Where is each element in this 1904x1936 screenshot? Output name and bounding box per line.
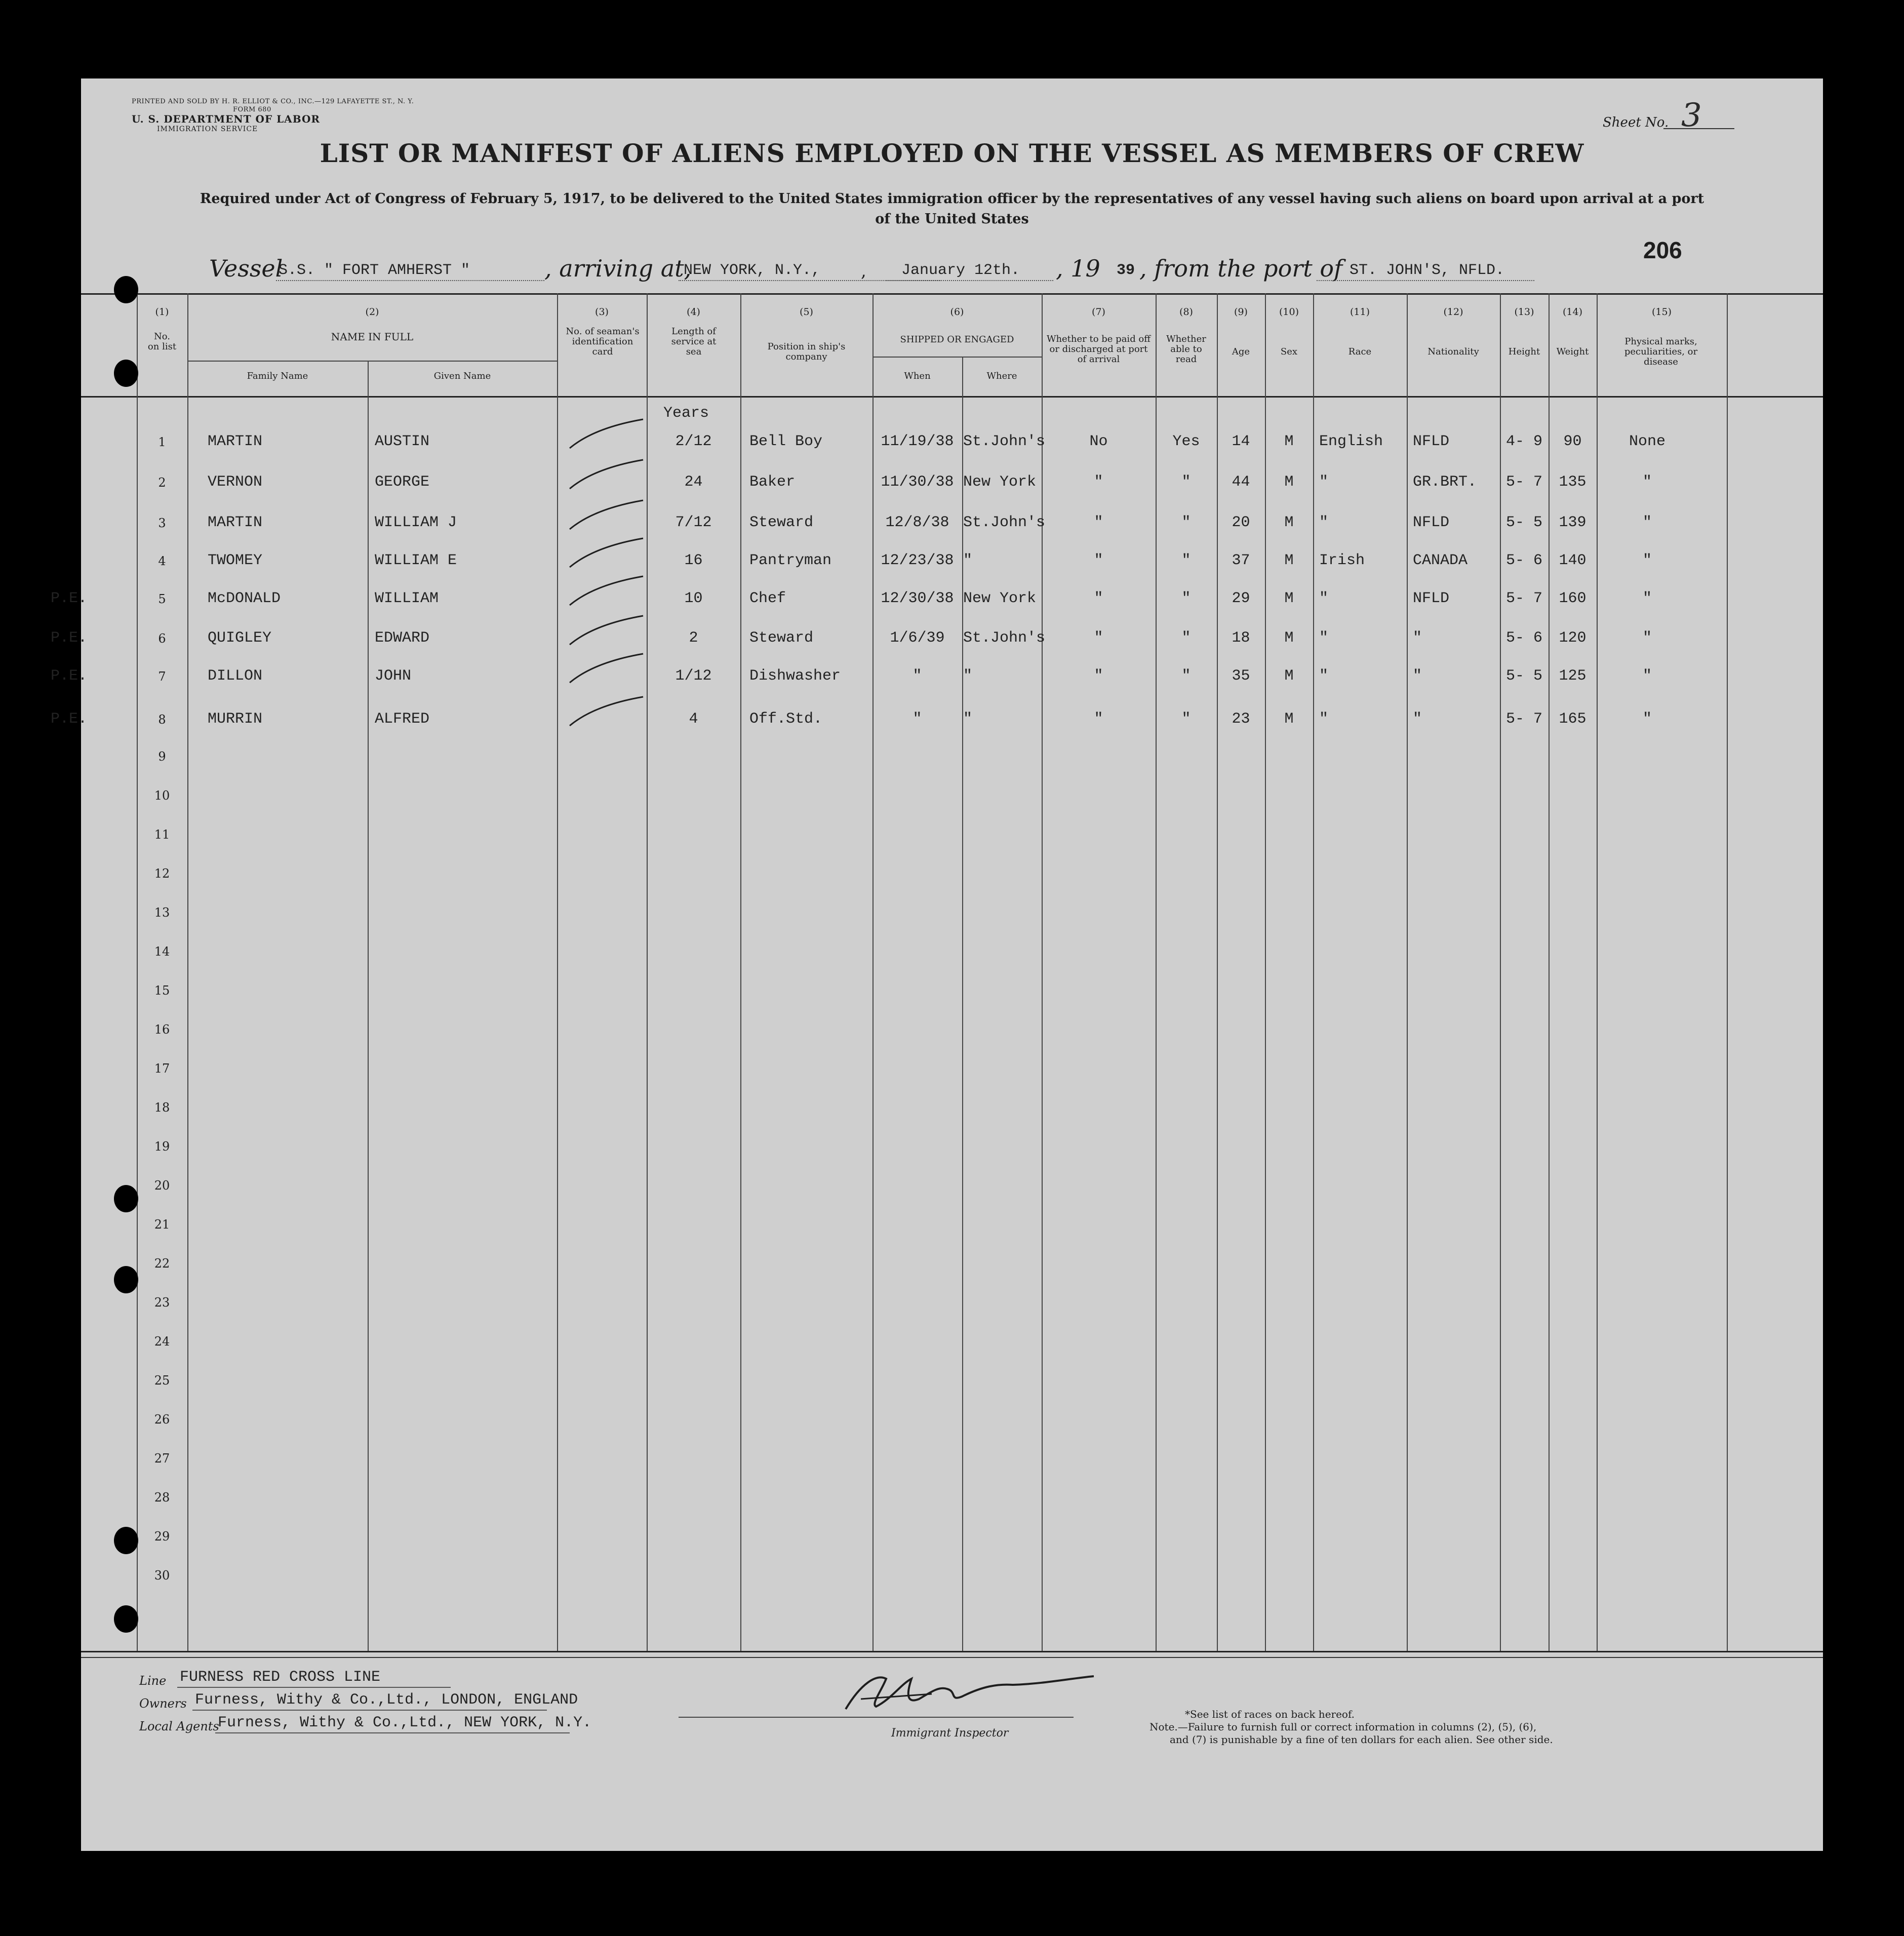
- service-length: 4: [689, 710, 698, 728]
- empty-row-number: 12: [154, 866, 170, 881]
- vessel-name: S.S. " FORT AMHERST ": [279, 262, 470, 279]
- header-position: Position in ship's company: [767, 341, 846, 362]
- able-to-read: ": [1181, 473, 1191, 491]
- weight: 165: [1559, 710, 1586, 728]
- row-number: 5: [158, 592, 166, 606]
- height: 5- 5: [1505, 667, 1542, 685]
- age: 44: [1232, 473, 1250, 491]
- table-top-rule: [81, 293, 1823, 295]
- paid-off: ": [1094, 514, 1103, 531]
- empty-row-number: 26: [154, 1412, 170, 1427]
- empty-row-number: 29: [154, 1529, 170, 1544]
- port-underline: [1317, 280, 1534, 281]
- colnum-1: (1): [155, 306, 169, 318]
- family-name: VERNON: [208, 473, 263, 491]
- race: ": [1319, 473, 1329, 491]
- form-number: FORM 680: [233, 106, 271, 113]
- sheet-label: Sheet No.: [1603, 115, 1669, 130]
- punch-hole: [114, 1527, 138, 1554]
- shipped-where: ": [963, 710, 973, 728]
- line-label: Line: [139, 1674, 167, 1688]
- empty-row-number: 16: [154, 1022, 170, 1037]
- colnum-2: (2): [365, 306, 379, 318]
- shipped-when: 11/19/38: [881, 433, 954, 450]
- height: 4- 9: [1505, 433, 1542, 450]
- paid-off: ": [1094, 590, 1103, 607]
- sex: M: [1284, 552, 1294, 569]
- position: Bell Boy: [749, 433, 823, 450]
- age: 37: [1232, 552, 1250, 569]
- given-name: EDWARD: [375, 629, 430, 647]
- vessel-label: Vessel: [209, 255, 283, 282]
- sex: M: [1284, 473, 1294, 491]
- physical-marks: ": [1642, 710, 1652, 728]
- sex: M: [1284, 590, 1294, 607]
- nationality: CANADA: [1413, 552, 1468, 569]
- page-number: 206: [1643, 237, 1682, 263]
- inspector-label: Immigrant Inspector: [891, 1727, 1009, 1740]
- empty-row-number: 18: [154, 1100, 170, 1115]
- sheet-number: 3: [1681, 97, 1702, 134]
- given-name: GEORGE: [375, 473, 430, 491]
- header-height: Height: [1508, 346, 1540, 357]
- header-when: When: [904, 371, 931, 381]
- height: 5- 5: [1505, 514, 1542, 531]
- punch-hole: [114, 360, 138, 387]
- race: English: [1319, 433, 1383, 450]
- empty-row-number: 23: [154, 1295, 170, 1310]
- weight: 160: [1559, 590, 1586, 607]
- physical-marks: ": [1642, 514, 1652, 531]
- header-shipped-or-engaged: SHIPPED OR ENGAGED: [900, 334, 1014, 345]
- header-paid-off: Whether to be paid off or discharged at port of arrival: [1046, 334, 1151, 365]
- able-to-read: ": [1181, 552, 1191, 569]
- arrival-port: NEW YORK, N.Y.,: [684, 262, 821, 279]
- agents-value: Furness, Withy & Co.,Ltd., NEW YORK, N.Y.: [218, 1714, 592, 1731]
- position: Pantryman: [749, 552, 832, 569]
- height: 5- 6: [1505, 629, 1542, 647]
- table-bottom-rule: [81, 1651, 1823, 1652]
- empty-row-number: 10: [154, 788, 170, 803]
- races-note: *See list of races on back hereof.: [1185, 1708, 1355, 1720]
- colnum-14: (14): [1562, 306, 1582, 318]
- shipped-where: ": [963, 552, 973, 569]
- empty-row-number: 19: [154, 1139, 170, 1154]
- paid-off: ": [1094, 629, 1103, 647]
- departure-port: ST. JOHN'S, NFLD.: [1350, 262, 1505, 279]
- physical-marks: ": [1642, 552, 1652, 569]
- form-subtitle-line1: Required under Act of Congress of February 5, 1917, to be delivered to the United States immigration officer by the representatives of any vessel having such aliens on board upon arrival at a port: [200, 191, 1704, 207]
- shipped-when: 1/6/39: [890, 629, 945, 647]
- age: 20: [1232, 514, 1250, 531]
- line-value: FURNESS RED CROSS LINE: [180, 1669, 381, 1686]
- sex: M: [1284, 710, 1294, 728]
- header-name-in-full: NAME IN FULL: [331, 331, 414, 343]
- able-to-read: ": [1181, 667, 1191, 685]
- service-length: 7/12: [675, 514, 712, 531]
- able-to-read: Yes: [1172, 433, 1200, 450]
- service-length: 2/12: [675, 433, 712, 450]
- family-name: TWOMEY: [208, 552, 263, 569]
- colnum-10: (10): [1279, 306, 1299, 318]
- row-number: 3: [158, 516, 166, 530]
- inspector-line: [679, 1717, 1074, 1718]
- pe-mark: P.E.: [51, 629, 88, 647]
- colnum-15: (15): [1651, 306, 1672, 318]
- colnum-4: (4): [687, 306, 700, 318]
- position: Chef: [749, 590, 786, 607]
- empty-row-number: 24: [154, 1334, 170, 1349]
- empty-row-number: 25: [154, 1373, 170, 1388]
- shipped-where: New York: [963, 590, 1037, 607]
- form-subtitle-line2: of the United States: [875, 211, 1029, 227]
- line-underline: [177, 1687, 451, 1688]
- paid-off: ": [1094, 552, 1103, 569]
- shipped-when: 12/30/38: [881, 590, 954, 607]
- empty-row-number: 21: [154, 1217, 170, 1232]
- position: Off.Std.: [749, 710, 823, 728]
- position: Dishwasher: [749, 667, 841, 685]
- nationality: ": [1413, 629, 1422, 647]
- header-race: Race: [1348, 346, 1372, 357]
- pe-mark: P.E.: [51, 667, 88, 685]
- weight: 139: [1559, 514, 1586, 531]
- service-length: 1/12: [675, 667, 712, 685]
- id-card-check-mark: [562, 612, 648, 650]
- sex: M: [1284, 629, 1294, 647]
- physical-marks: ": [1642, 473, 1652, 491]
- agents-underline: [215, 1732, 570, 1733]
- arrival-date: January 12th.: [901, 262, 1020, 279]
- agents-label: Local Agents: [139, 1719, 219, 1733]
- inspector-signature: [830, 1664, 1175, 1724]
- nationality: ": [1413, 667, 1422, 685]
- pe-mark: P.E.: [51, 590, 88, 607]
- row-number: 8: [158, 713, 166, 727]
- able-to-read: ": [1181, 710, 1191, 728]
- penalty-note-line2: and (7) is punishable by a fine of ten dollars for each alien. See other side.: [1170, 1733, 1553, 1746]
- comma: ,: [861, 261, 866, 281]
- nationality: NFLD: [1413, 514, 1450, 531]
- family-name: MARTIN: [208, 433, 263, 450]
- service-length: 10: [684, 590, 703, 607]
- able-to-read: ": [1181, 629, 1191, 647]
- form-title: LIST OR MANIFEST OF ALIENS EMPLOYED ON THE VESSEL AS MEMBERS OF CREW: [320, 138, 1584, 168]
- id-card-check-mark: [562, 415, 648, 453]
- empty-row-number: 15: [154, 983, 170, 998]
- family-name: MARTIN: [208, 514, 263, 531]
- id-card-check-mark: [562, 456, 648, 494]
- manifest-sheet: [51, 78, 1823, 1851]
- empty-row-number: 14: [154, 944, 170, 959]
- id-card-check-mark: [562, 650, 648, 688]
- age: 14: [1232, 433, 1250, 450]
- row-number: 1: [158, 435, 166, 449]
- row-number: 4: [158, 554, 166, 568]
- owners-value: Furness, Withy & Co.,Ltd., LONDON, ENGLAND: [195, 1691, 578, 1709]
- header-where: Where: [986, 371, 1017, 381]
- empty-row-number: 27: [154, 1451, 170, 1466]
- given-name: WILLIAM: [375, 590, 439, 607]
- nationality: ": [1413, 710, 1422, 728]
- colnum-5: (5): [800, 306, 813, 318]
- height: 5- 7: [1505, 710, 1542, 728]
- vessel-underline: [276, 280, 544, 281]
- colnum-8: (8): [1179, 306, 1193, 318]
- empty-row-number: 20: [154, 1178, 170, 1193]
- weight: 90: [1563, 433, 1582, 450]
- colnum-6: (6): [950, 306, 964, 318]
- paid-off: ": [1094, 473, 1103, 491]
- header-no-on-list: No. on list: [147, 331, 177, 352]
- header-physical-marks: Physical marks, peculiarities, or disease: [1624, 336, 1698, 367]
- header-able-to-read: Whether able to read: [1166, 334, 1206, 365]
- header-sex: Sex: [1280, 346, 1298, 357]
- height: 5- 7: [1505, 473, 1542, 491]
- empty-row-number: 22: [154, 1256, 170, 1271]
- header-nationality: Nationality: [1427, 346, 1479, 357]
- pe-mark: P.E.: [51, 710, 88, 728]
- empty-row-number: 28: [154, 1490, 170, 1505]
- shipped-where: St.John's: [963, 433, 1046, 450]
- shipped-where: New York: [963, 473, 1037, 491]
- row-number: 2: [158, 476, 166, 490]
- header-id-card: No. of seaman's identification card: [566, 326, 640, 357]
- id-card-check-mark: [562, 496, 648, 534]
- from-label: , from the port of: [1139, 255, 1343, 282]
- able-to-read: ": [1181, 514, 1191, 531]
- punch-hole: [114, 1605, 138, 1633]
- given-name: AUSTIN: [375, 433, 430, 450]
- shipped-where: St.John's: [963, 629, 1046, 647]
- penalty-note-line1: Note.—Failure to furnish full or correct information in columns (2), (5), (6),: [1149, 1721, 1537, 1733]
- given-name: WILLIAM J: [375, 514, 457, 531]
- family-name: McDONALD: [208, 590, 281, 607]
- row-number: 6: [158, 631, 166, 646]
- race: ": [1319, 710, 1329, 728]
- shipped-where: St.John's: [963, 514, 1046, 531]
- position: Baker: [749, 473, 796, 491]
- arriving-label: , arriving at,: [544, 255, 692, 282]
- empty-row-number: 9: [158, 749, 166, 764]
- year-prefix: , 19: [1056, 255, 1100, 282]
- header-length-of-service: Length of service at sea: [671, 326, 717, 357]
- id-card-check-mark: [562, 572, 648, 610]
- able-to-read: ": [1181, 590, 1191, 607]
- nationality: GR.BRT.: [1413, 473, 1477, 491]
- colnum-7: (7): [1092, 306, 1105, 318]
- race: ": [1319, 514, 1329, 531]
- given-name: WILLIAM E: [375, 552, 457, 569]
- given-name: ALFRED: [375, 710, 430, 728]
- family-name: DILLON: [208, 667, 263, 685]
- service-length: 16: [684, 552, 703, 569]
- empty-row-number: 11: [154, 827, 170, 842]
- punch-hole: [114, 1185, 138, 1212]
- paid-off: ": [1094, 710, 1103, 728]
- colnum-9: (9): [1234, 306, 1248, 318]
- height: 5- 7: [1505, 590, 1542, 607]
- colnum-3: (3): [595, 306, 609, 318]
- shipped-when: 12/8/38: [885, 514, 949, 531]
- race: ": [1319, 590, 1329, 607]
- sex: M: [1284, 514, 1294, 531]
- family-name: QUIGLEY: [208, 629, 272, 647]
- owners-label: Owners: [139, 1696, 187, 1711]
- service-length: 2: [689, 629, 698, 647]
- family-name: MURRIN: [208, 710, 263, 728]
- empty-row-number: 17: [154, 1061, 170, 1076]
- id-card-check-mark: [562, 534, 648, 572]
- department-service: IMMIGRATION SERVICE: [157, 125, 258, 133]
- shipped-when: ": [913, 667, 922, 685]
- race: ": [1319, 667, 1329, 685]
- position: Steward: [749, 629, 814, 647]
- colnum-11: (11): [1350, 306, 1370, 318]
- physical-marks: None: [1629, 433, 1665, 450]
- shipped-when: 11/30/38: [881, 473, 954, 491]
- age: 23: [1232, 710, 1250, 728]
- table-bottom-rule-2: [81, 1657, 1823, 1658]
- race: ": [1319, 629, 1329, 647]
- age: 29: [1232, 590, 1250, 607]
- empty-row-number: 13: [154, 905, 170, 920]
- given-name: JOHN: [375, 667, 412, 685]
- sex: M: [1284, 433, 1294, 450]
- position: Steward: [749, 514, 814, 531]
- nationality: NFLD: [1413, 433, 1450, 450]
- age: 18: [1232, 629, 1250, 647]
- printer-line: PRINTED AND SOLD BY H. R. ELLIOT & CO., INC.—129 LAFAYETTE ST., N. Y.: [132, 98, 414, 105]
- age: 35: [1232, 667, 1250, 685]
- paid-off: ": [1094, 667, 1103, 685]
- owners-underline: [192, 1710, 547, 1711]
- date-underline: [886, 280, 1053, 281]
- weight: 135: [1559, 473, 1586, 491]
- colnum-12: (12): [1443, 306, 1463, 318]
- weight: 120: [1559, 629, 1586, 647]
- nationality: NFLD: [1413, 590, 1450, 607]
- colnum-13: (13): [1514, 306, 1534, 318]
- punch-hole: [114, 1266, 138, 1293]
- id-card-check-mark: [562, 693, 648, 731]
- empty-row-number: 30: [154, 1568, 170, 1583]
- race: Irish: [1319, 552, 1365, 569]
- header-age: Age: [1232, 346, 1250, 357]
- weight: 125: [1559, 667, 1586, 685]
- header-weight: Weight: [1556, 346, 1589, 357]
- arrival-year: 39: [1117, 262, 1135, 279]
- punch-hole: [114, 276, 138, 303]
- header-family-name: Family Name: [247, 371, 308, 381]
- weight: 140: [1559, 552, 1586, 569]
- header-given-name: Given Name: [433, 371, 491, 381]
- paid-off: No: [1089, 433, 1108, 450]
- service-length: 24: [684, 473, 703, 491]
- shipped-when: ": [913, 710, 922, 728]
- row-number: 7: [158, 669, 166, 684]
- header-bottom-rule: [81, 396, 1823, 398]
- years-label: Years: [663, 405, 709, 422]
- department-name: U. S. DEPARTMENT OF LABOR: [132, 113, 321, 125]
- physical-marks: ": [1642, 590, 1652, 607]
- physical-marks: ": [1642, 629, 1652, 647]
- shipped-where: ": [963, 667, 973, 685]
- physical-marks: ": [1642, 667, 1652, 685]
- height: 5- 6: [1505, 552, 1542, 569]
- sex: M: [1284, 667, 1294, 685]
- shipped-when: 12/23/38: [881, 552, 954, 569]
